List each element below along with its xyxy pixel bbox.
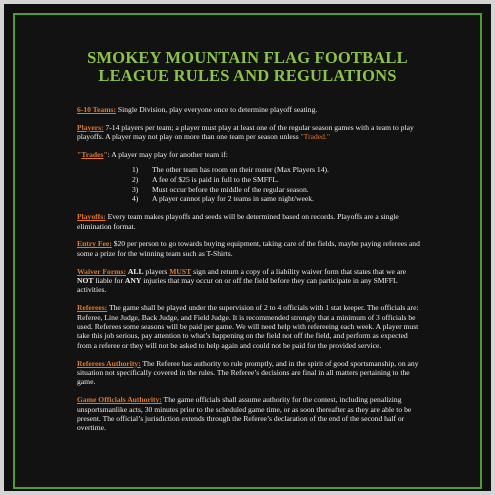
waiver-all: ALL xyxy=(127,266,144,276)
list-item: 2) A fee of $25 is paid in full to the SMFFL. xyxy=(132,175,279,184)
referees-authority-text: The Referee has authority to rule promptly, and in the spirit of good sportsmanship, on any situation not specifically covered in the rules. The Referee’s decisions are final in all matters pertaining to the game. xyxy=(77,358,419,387)
rules-content xyxy=(77,105,424,441)
title-line-1: SMOKEY MOUNTAIN FLAG FOOTBALL xyxy=(87,48,408,67)
trades-open-quote: " xyxy=(77,150,82,159)
title-line-2: LEAGUE RULES AND REGULATIONS xyxy=(98,66,397,85)
section-players xyxy=(77,123,424,142)
trades-text: : A player may play for another team if: xyxy=(107,150,228,159)
document-page xyxy=(4,4,491,491)
referees-authority-heading: Referees Authority: xyxy=(77,358,141,368)
playoffs-heading: Playoffs: xyxy=(77,212,106,222)
list-item: 4) A player cannot play for 2 teams in same night/week. xyxy=(132,194,314,204)
entry-fee-text: $20 per person to go towards buying equipment, taking care of the fields, maybe paying referees and some a prize for the winning team such as T-Shirts. xyxy=(77,239,420,258)
section-referees xyxy=(77,303,424,350)
trades-heading: Trades xyxy=(81,150,104,159)
players-heading: Players: xyxy=(77,122,104,132)
referees-text: The game shall be played under the supervision of 2 to 4 officials with 1 stat keeper. The officials are: Referee, Line Judge, Back Judge, and Field Judge. It is recommended strongly that a minimum of 3 officials be used. Referees some seasons will be paid per game. We will need help with refereeing each week. A player must take this job serious, pay attention to what’s happening on the field not off the field, and perform as expected from a referee or they will not be asked to help again and could not be paid for the provided service. xyxy=(77,303,419,350)
section-game-officials-authority xyxy=(77,395,424,433)
trades-list xyxy=(77,165,424,203)
teams-text: Single Division, play everyone once to determine playoff seating. xyxy=(116,105,318,114)
page-title xyxy=(25,49,470,85)
section-playoffs xyxy=(77,212,424,231)
referees-heading: Referees: xyxy=(77,303,108,313)
list-item: 3) Must occur before the middle of the regular season. xyxy=(132,184,309,194)
players-text: 7-14 players per team; a player must play at least one of the regular season games with a team to play playoffs. A player may not play on more than one team per season unless xyxy=(77,122,414,142)
game-officials-text: The game officials shall assume authority for the contest, including penalizing unsportsmanlike acts, 30 minutes prior to the scheduled game time, or as soon thereafter as they are able to be present. The official’s jurisdiction extends through the Referee’s declaration of the end of the second half or overtime. xyxy=(77,395,412,433)
section-entry-fee xyxy=(77,239,424,258)
waiver-must: MUST xyxy=(169,266,192,276)
section-trades xyxy=(77,150,424,204)
waiver-not: NOT xyxy=(77,275,94,285)
section-waiver-forms: Waiver Forms: ALL players MUST sign and return a copy of a liability waiver form that states that we are NOT liable for ANY injuries that may occur on or off the field before they can participate in any SMFFL activities. xyxy=(77,266,407,295)
list-item: 1) The other team has room on their roster (Max Players 14). xyxy=(132,165,329,175)
waiver-heading: Waiver Forms: xyxy=(77,266,126,276)
game-officials-heading: Game Officials Authority: xyxy=(77,395,162,405)
section-teams xyxy=(77,105,424,114)
waiver-any: ANY xyxy=(124,275,142,285)
teams-heading: 6-10 Teams: xyxy=(77,105,117,114)
section-referees-authority xyxy=(77,359,424,387)
entry-fee-heading: Entry Fee: xyxy=(77,239,112,249)
players-traded: "Traded." xyxy=(300,132,330,142)
trades-close-quote: " xyxy=(103,150,108,159)
playoffs-text: Every team makes playoffs and seeds will be determined based on records. Playoffs are a single elimination format. xyxy=(77,212,399,231)
